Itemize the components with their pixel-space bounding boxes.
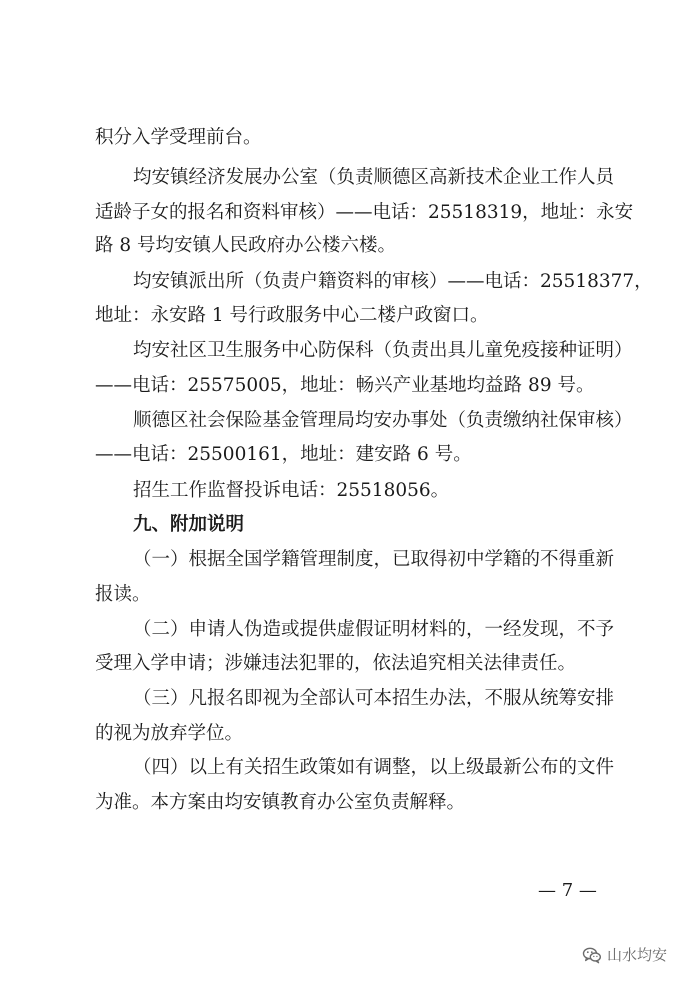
text-line: 均安镇经济发展办公室（负责顺德区高新技术企业工作人员 <box>133 167 615 188</box>
text-line: 适龄子女的报名和资料审核）——电话：25518319，地址：永安 <box>95 202 634 223</box>
text-line: （四）以上有关招生政策如有调整，以上级最新公布的文件 <box>133 757 615 778</box>
text-line: 顺德区社会保险基金管理局均安办事处（负责缴纳社保审核） <box>133 410 633 431</box>
text-line: 招生工作监督投诉电话：25518056。 <box>133 480 450 501</box>
watermark <box>582 944 667 965</box>
text-line: 积分入学受理前台。 <box>95 127 262 148</box>
text-line: （一）根据全国学籍管理制度，已取得初中学籍的不得重新 <box>133 549 615 570</box>
text-line: 地址：永安路 1 号行政服务中心二楼户政窗口。 <box>95 305 489 326</box>
text-line: 路 8 号均安镇人民政府办公楼六楼。 <box>95 235 397 256</box>
text-line: 为准。本方案由均安镇教育办公室负责解释。 <box>95 792 466 813</box>
wechat-icon <box>582 946 602 964</box>
text-line: ——电话：25500161，地址：建安路 6 号。 <box>95 444 472 465</box>
text-line: 均安社区卫生服务中心防保科（负责出具儿童免疫接种证明） <box>133 340 633 361</box>
section-heading: 九、附加说明 <box>133 514 245 535</box>
page-number: — 7 — <box>538 880 597 901</box>
text-line: 报读。 <box>95 584 151 605</box>
watermark-text: 山水均安 <box>607 946 668 964</box>
text-line: 受理入学申请；涉嫌违法犯罪的，依法追究相关法律责任。 <box>95 653 577 674</box>
text-line: 均安镇派出所（负责户籍资料的审核）——电话：25518377， <box>133 271 653 292</box>
text-line: （二）申请人伪造或提供虚假证明材料的，一经发现，不予 <box>133 619 615 640</box>
text-line: 的视为放弃学位。 <box>95 723 244 744</box>
text-line: （三）凡报名即视为全部认可本招生办法，不服从统筹安排 <box>133 688 615 709</box>
text-line: ——电话：25575005，地址：畅兴产业基地均益路 89 号。 <box>95 375 595 396</box>
